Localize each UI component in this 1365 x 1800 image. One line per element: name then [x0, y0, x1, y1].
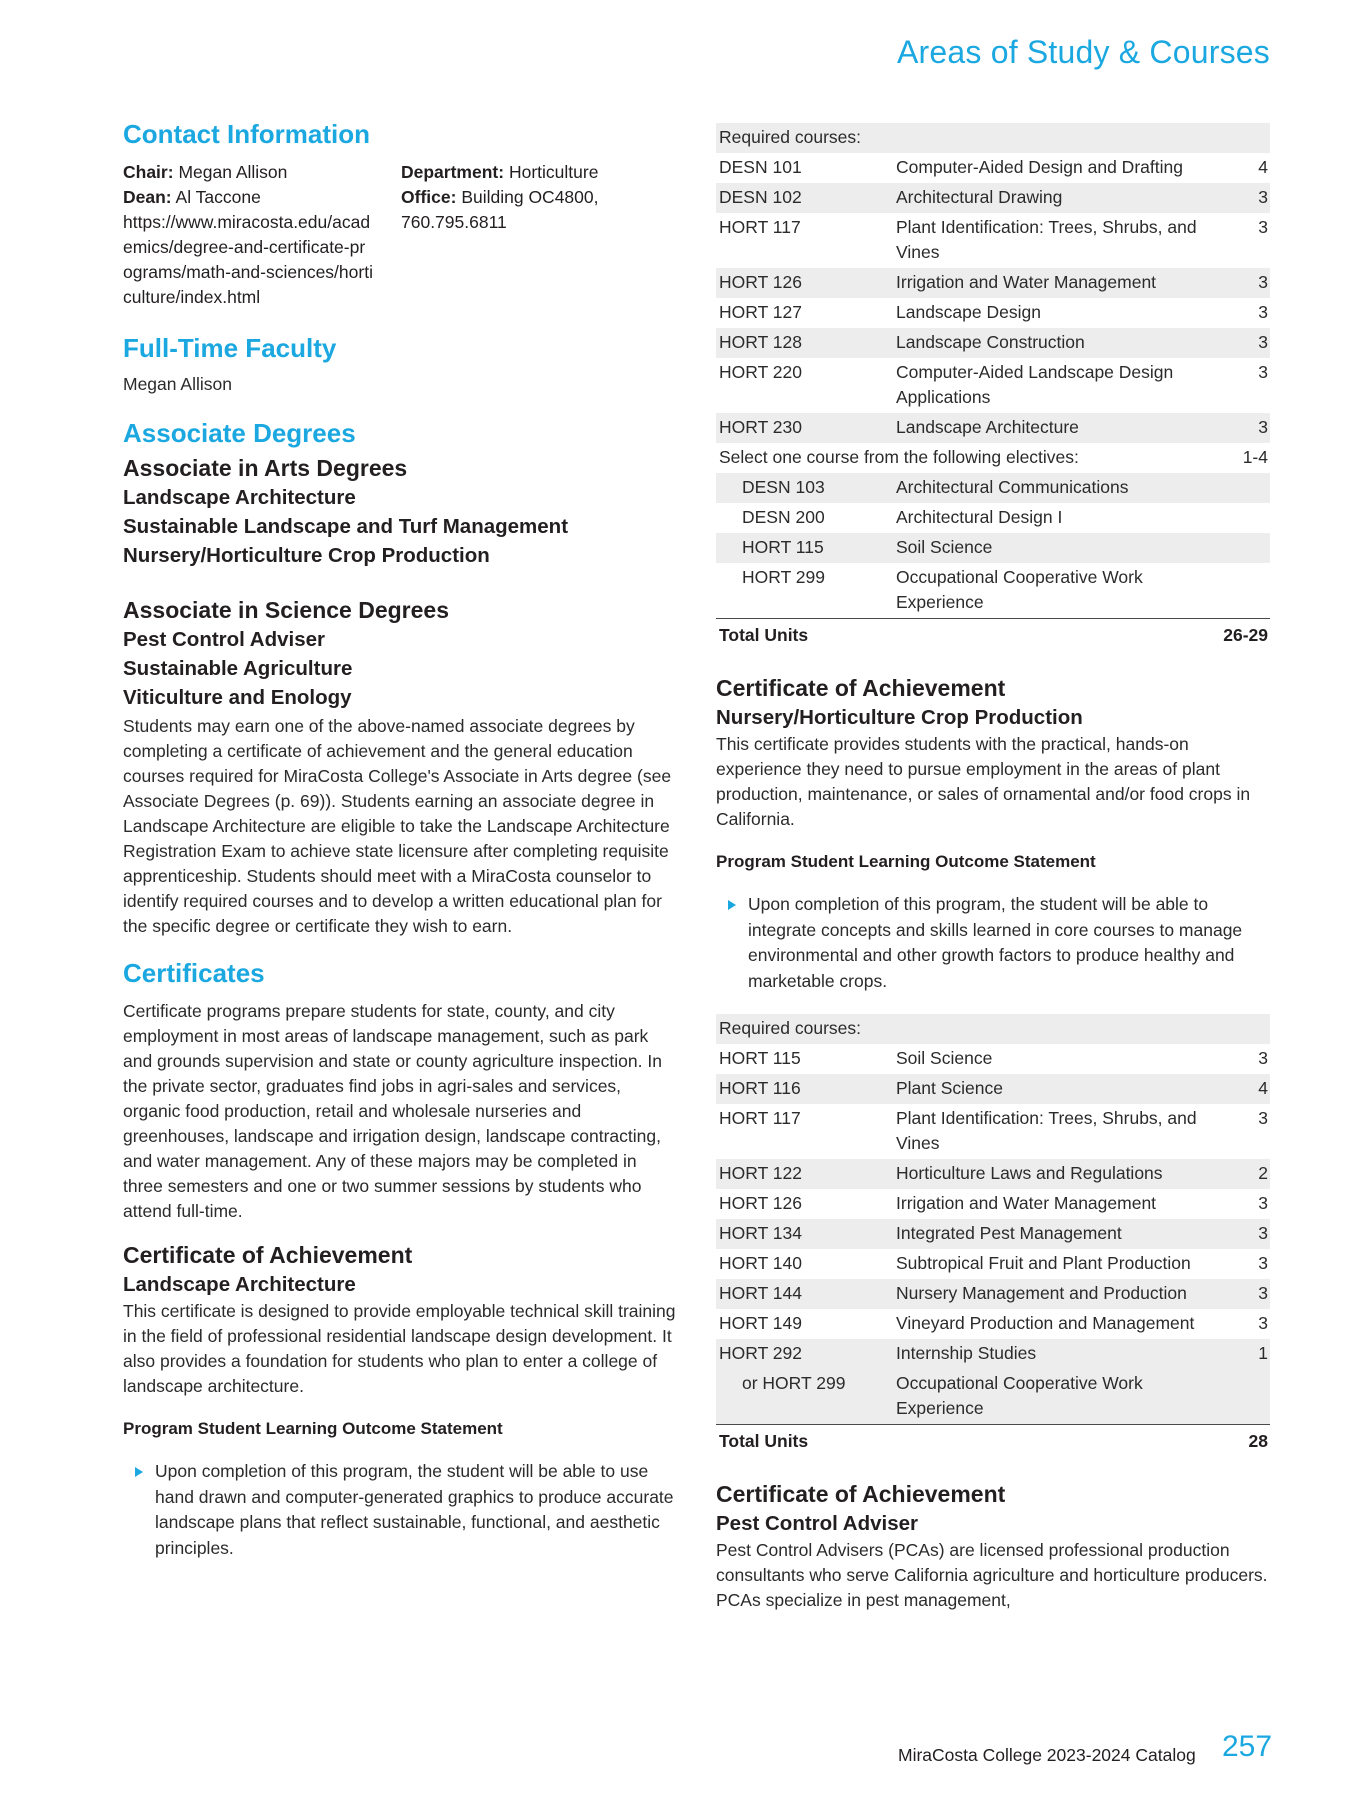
- dean-name: Al Taccone: [175, 187, 261, 207]
- aa-program: Sustainable Landscape and Turf Management: [123, 515, 569, 538]
- table-row: HORT 220 Computer-Aided Landscape Design Applications 3: [719, 362, 1268, 407]
- table-row: HORT 127 Landscape Design 3: [719, 302, 1268, 322]
- contact-info: [123, 160, 679, 310]
- cert-name-heading: Nursery/Horticulture Crop Production: [716, 706, 1083, 729]
- as-degrees-heading: Associate in Science Degrees: [123, 597, 449, 623]
- cert-type-heading: Certificate of Achievement: [123, 1242, 413, 1268]
- slo-heading: Program Student Learning Outcome Statement: [123, 1419, 503, 1438]
- running-head: Areas of Study & Courses: [897, 34, 1270, 70]
- table-row: [716, 443, 1270, 473]
- electives-label: Select one course from the following electives:: [719, 447, 1079, 467]
- table-row: HORT 149 Vineyard Production and Management 3: [719, 1313, 1268, 1333]
- footer-catalog-title: MiraCosta College 2023-2024 Catalog: [898, 1745, 1196, 1765]
- table-row: [716, 123, 1270, 153]
- cert-type-heading: Certificate of Achievement: [716, 675, 1006, 701]
- table-row: HORT 115 Soil Science 3: [719, 1048, 1268, 1068]
- table-row: DESN 200 Architectural Design I: [742, 507, 1063, 527]
- total-row: [716, 619, 1270, 652]
- table-row: DESN 103 Architectural Communications: [716, 473, 1270, 503]
- associate-degrees-heading: Associate Degrees: [123, 418, 356, 448]
- faculty-member: Megan Allison: [123, 374, 232, 394]
- table-row: HORT 126 Irrigation and Water Management 3: [719, 1193, 1268, 1213]
- required-courses-label: Required courses:: [716, 1014, 1270, 1044]
- aa-program: Landscape Architecture: [123, 486, 356, 509]
- table-row: HORT 126 Irrigation and Water Management 3: [716, 268, 1270, 298]
- aa-program: Nursery/Horticulture Crop Production: [123, 544, 490, 567]
- faculty-heading: Full-Time Faculty: [123, 333, 337, 363]
- right-column: [716, 123, 1270, 1613]
- slo-bullet: Upon completion of this program, the student will be able to use hand drawn and computer-generated graphics to produce accurate landscape plans that reflect sustainable, functional, and aesthetic principles.: [123, 1459, 679, 1561]
- table-row: HORT 116 Plant Science 4: [716, 1074, 1270, 1104]
- total-units: 28: [1210, 1425, 1270, 1458]
- electives-units: 1-4: [1242, 447, 1268, 467]
- chair-line: Chair: Megan Allison: [123, 162, 288, 182]
- total-label: Total Units: [716, 619, 1210, 652]
- cert-pca-description: Pest Control Advisers (PCAs) are licensed professional production consultants who serve California agriculture and horticulture producers. PCAs specialize in pest management,: [716, 1540, 1268, 1610]
- nursery-course-table: [716, 1014, 1270, 1457]
- table-row: HORT 134 Integrated Pest Management 3: [716, 1219, 1270, 1249]
- department-name: Horticulture: [508, 162, 599, 182]
- table-row: HORT 140 Subtropical Fruit and Plant Production 3: [719, 1253, 1268, 1273]
- cert-nursery-description: This certificate provides students with the practical, hands-on experience they need to pursue employment in the areas of plant production, maintenance, or sales of ornamental and/or food crops in California.: [716, 734, 1251, 829]
- table-row: HORT 128 Landscape Construction 3: [716, 328, 1270, 358]
- page-number: 257: [1222, 1730, 1273, 1763]
- total-units: 26-29: [1210, 619, 1270, 652]
- total-label: Total Units: [716, 1425, 1210, 1458]
- table-row: HORT 117 Plant Identification: Trees, Shrubs, and Vines 3: [719, 217, 1268, 262]
- table-row: or HORT 299 Occupational Cooperative Work Experience: [716, 1369, 1270, 1425]
- bullet-triangle-icon: [728, 900, 736, 910]
- table-row: HORT 122 Horticulture Laws and Regulations 2: [716, 1159, 1270, 1189]
- associate-degrees-description: Students may earn one of the above-named associate degrees by completing a certificate of achievement and the general education courses required for MiraCosta College's Associate in Arts degree (see Associate Degrees (p. 69)). Students earning an associate degree in Landscape Architecture are eligible to take the Landscape Architecture Registration Exam to achieve state licensure after completing requisite apprenticeship. Students should meet with a MiraCosta counselor to identify required courses and to develop a written educational plan for the specific degree or certificate they wish to earn.: [123, 716, 672, 936]
- total-row: [716, 1425, 1270, 1458]
- certificates-heading: Certificates: [123, 958, 265, 988]
- department-url-link[interactable]: https://www.miracosta.edu/academics/degree-and-certificate-programs/math-and-sciences/horticulture/index.html: [123, 212, 373, 307]
- required-courses-label: Required courses:: [716, 123, 1270, 153]
- as-program: Pest Control Adviser: [123, 628, 326, 651]
- table-row: HORT 292 Internship Studies 1: [716, 1339, 1270, 1369]
- cert-landscape-description: This certificate is designed to provide employable technical skill training in the field of professional residential landscape design development. It also provides a foundation for students who plan to enter a college of landscape architecture.: [123, 1301, 676, 1396]
- slo-heading: Program Student Learning Outcome Statement: [716, 852, 1096, 871]
- left-column: [123, 118, 679, 1561]
- table-row: HORT 144 Nursery Management and Production 3: [716, 1279, 1270, 1309]
- slo-bullet: Upon completion of this program, the student will be able to integrate concepts and skills learned in core courses to manage environmental and other growth factors to produce healthy and marketable crops.: [716, 892, 1270, 994]
- table-row: DESN 102 Architectural Drawing 3: [716, 183, 1270, 213]
- table-row: [716, 1014, 1270, 1044]
- office-phone: 760.795.6811: [401, 212, 507, 232]
- office-location: Building OC4800,: [461, 187, 599, 207]
- table-row: HORT 230 Landscape Architecture 3: [716, 413, 1270, 443]
- certificates-description: Certificate programs prepare students for state, county, and city employment in most areas of landscape management, such as park and grounds supervision and state or county agriculture inspection. In the private sector, graduates find jobs in agri-sales and services, organic food production, retail and wholesale nurseries and greenhouses, landscape and irrigation design, landscape contracting, and water management. Any of these majors may be completed in three semesters and one or two summer sessions by students who attend full-time.: [123, 1001, 662, 1221]
- chair-name: Megan Allison: [178, 162, 288, 182]
- as-program: Sustainable Agriculture: [123, 657, 353, 680]
- cert-type-heading: Certificate of Achievement: [716, 1481, 1006, 1507]
- table-row: DESN 101 Computer-Aided Design and Drafting 4: [719, 157, 1268, 177]
- department-line: Department: Horticulture: [401, 162, 599, 182]
- cert-name-heading: Landscape Architecture: [123, 1273, 356, 1296]
- office-line: Office: Building OC4800,: [401, 187, 599, 207]
- table-row: HORT 117 Plant Identification: Trees, Shrubs, and Vines 3: [719, 1108, 1268, 1153]
- table-row: HORT 299 Occupational Cooperative Work Experience: [742, 567, 1143, 612]
- as-program: Viticulture and Enology: [123, 686, 352, 709]
- landscape-course-table: [716, 123, 1270, 651]
- table-row: HORT 115 Soil Science: [716, 533, 1270, 563]
- aa-degrees-heading: Associate in Arts Degrees: [123, 455, 408, 481]
- dean-line: Dean: Al Taccone: [123, 187, 261, 207]
- contact-heading: Contact Information: [123, 119, 370, 149]
- cert-name-heading: Pest Control Adviser: [716, 1512, 919, 1535]
- bullet-triangle-icon: [135, 1467, 143, 1477]
